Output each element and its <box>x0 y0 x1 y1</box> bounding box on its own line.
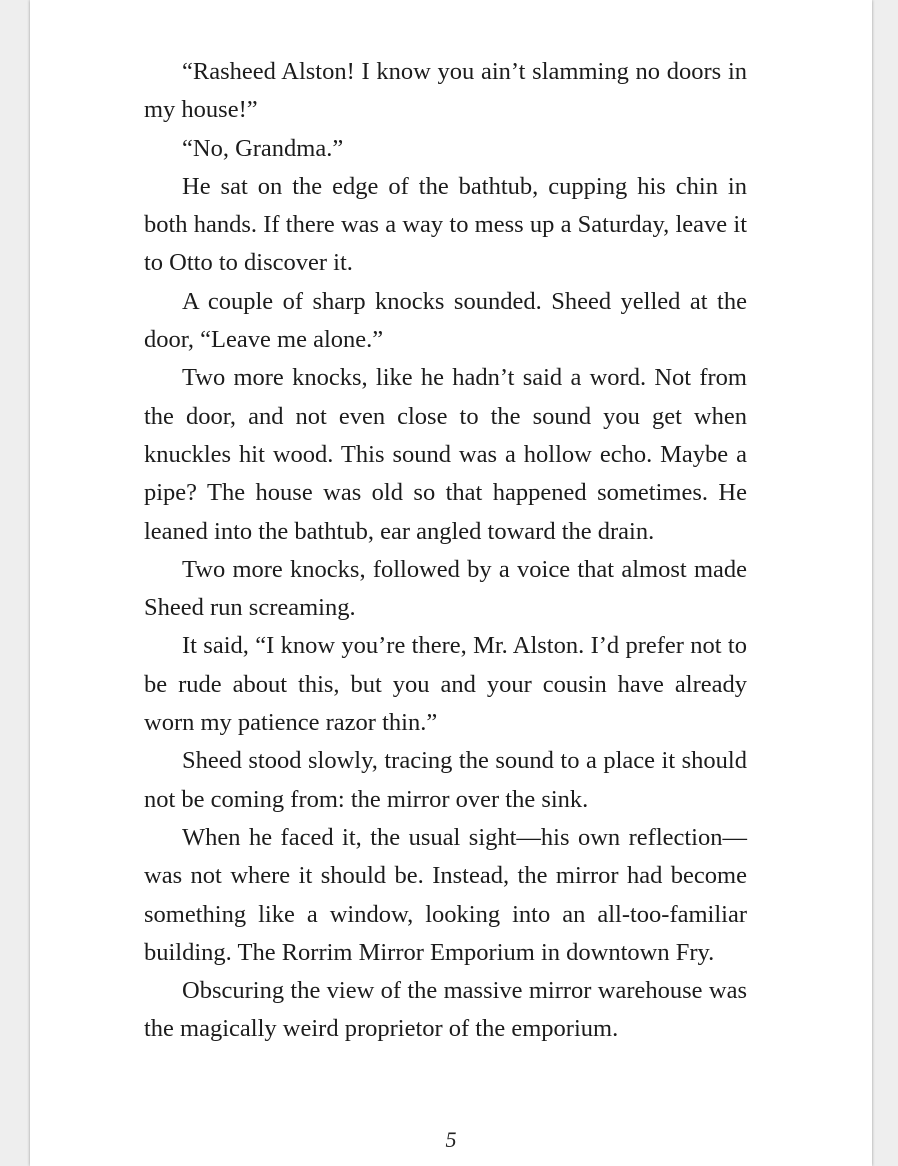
book-page <box>30 0 872 1166</box>
body-text <box>144 53 747 1049</box>
paragraph: “Rasheed Alston! I know you ain’t slamming no doors in my house!” <box>144 58 747 124</box>
paragraph: He sat on the edge of the bathtub, cupping his chin in both hands. If there was a way to mess up a Saturday, leave it to Otto to discover it. <box>144 172 747 277</box>
paragraph: It said, “I know you’re there, Mr. Alston. I’d prefer not to be rude about this, but you and your cousin have already worn my patience razor thin.” <box>144 632 747 737</box>
page-number: 5 <box>445 1127 457 1152</box>
paragraph: Sheed stood slowly, tracing the sound to a place it should not be coming from: the mirror over the sink. <box>144 747 747 813</box>
paragraph: When he faced it, the usual sight—his own reflection—was not where it should be. Instead, the mirror had become something like a window, looking into an all-too-familiar building. The Rorrim Mirror Emporium in downtown Fry. <box>144 823 747 966</box>
paragraph: Obscuring the view of the massive mirror warehouse was the magically weird proprietor of the emporium. <box>144 977 747 1043</box>
paragraph: Two more knocks, followed by a voice that almost made Sheed run screaming. <box>144 555 747 622</box>
paragraph: Two more knocks, like he hadn’t said a word. Not from the door, and not even close to the sound you get when knuckles hit wood. This sound was a hollow echo. Maybe a pipe? The house was old so that happened sometimes. He leaned into the bathtub, ear angled toward the drain. <box>144 364 747 545</box>
paragraph: “No, Grandma.” <box>182 134 344 162</box>
paragraph: A couple of sharp knocks sounded. Sheed yelled at the door, “Leave me alone.” <box>144 287 747 354</box>
